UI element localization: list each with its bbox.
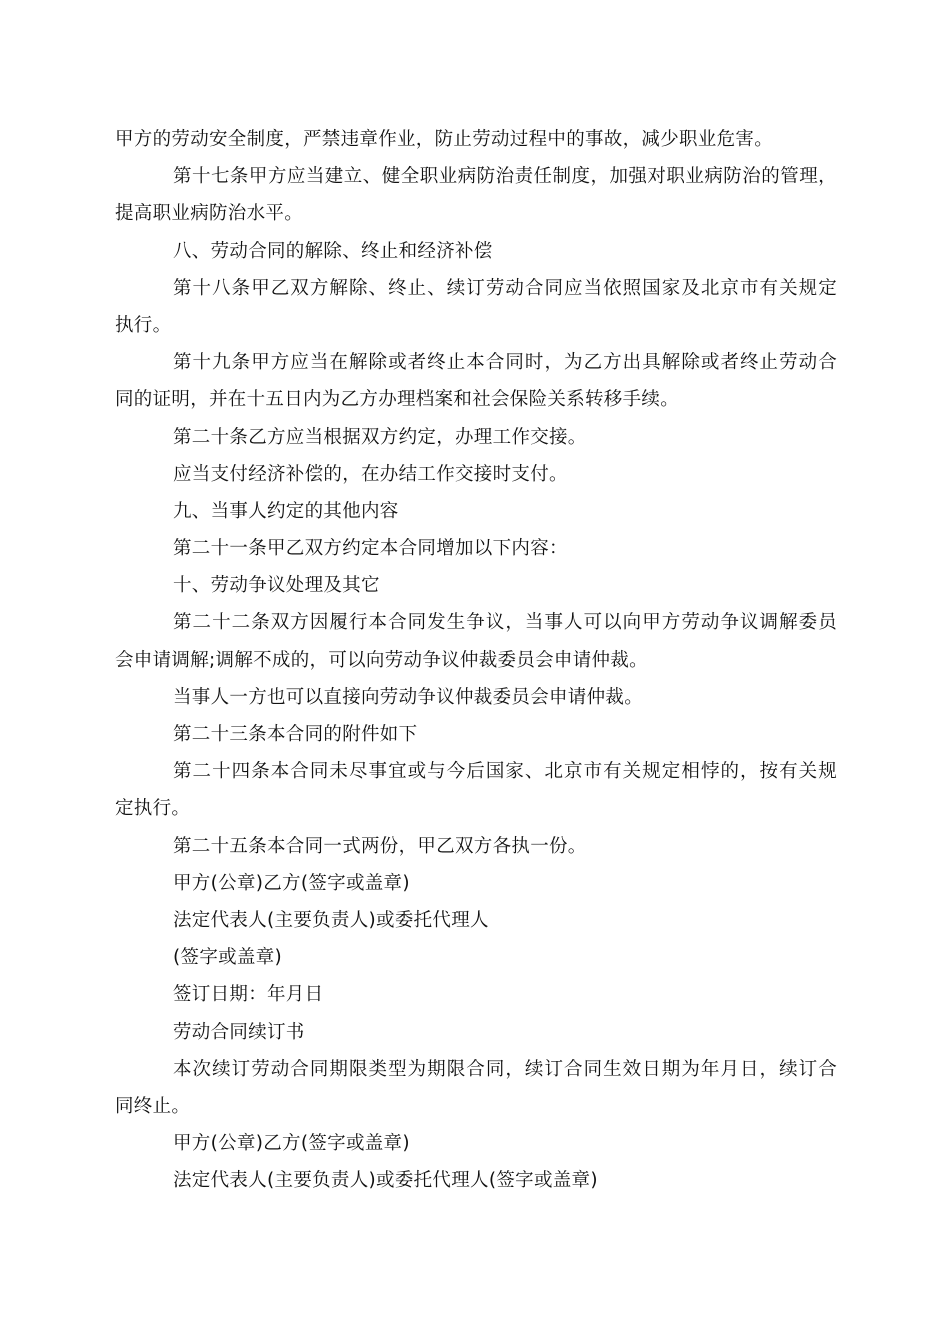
text-line: 第二十条乙方应当根据双方约定，办理工作交接。 <box>173 426 587 448</box>
signature-line: 法定代表人(主要负责人)或委托代理人 <box>173 909 489 931</box>
text-line: 第十九条甲方应当在解除或者终止本合同时，为乙方出具解除或者终止劳动合 <box>173 352 837 374</box>
signature-line: 甲方(公章)乙方(签字或盖章) <box>173 1133 410 1155</box>
section-heading: 劳动合同续订书 <box>173 1021 305 1043</box>
section-heading: 十、劳动争议处理及其它 <box>173 575 380 597</box>
section-heading: 九、当事人约定的其他内容 <box>173 500 399 522</box>
text-line: 第二十四条本合同未尽事宜或与今后国家、北京市有关规定相悖的，按有关规 <box>173 761 837 783</box>
text-line: 会申请调解;调解不成的，可以向劳动争议仲裁委员会申请仲裁。 <box>115 649 648 671</box>
text-line: 第十七条甲方应当建立、健全职业病防治责任制度，加强对职业病防治的管理， <box>173 166 837 188</box>
text-line: 同的证明，并在十五日内为乙方办理档案和社会保险关系转移手续。 <box>115 389 680 411</box>
text-line: 应当支付经济补偿的，在办结工作交接时支付。 <box>173 463 568 485</box>
signature-line: 法定代表人(主要负责人)或委托代理人(签字或盖章) <box>173 1170 598 1192</box>
text-line: 第二十三条本合同的附件如下 <box>173 724 418 745</box>
text-line: 执行。 <box>115 314 172 336</box>
text-line: 第二十二条双方因履行本合同发生争议，当事人可以向甲方劳动争议调解委员 <box>173 612 837 634</box>
text-line: 第二十一条甲乙双方约定本合同增加以下内容： <box>173 538 568 560</box>
signature-line: (签字或盖章) <box>173 947 283 969</box>
text-line: 同终止。 <box>115 1095 191 1117</box>
signing-date: 签订日期：年月日 <box>173 984 324 1006</box>
text-line: 提高职业病防治水平。 <box>115 203 304 225</box>
text-line: 定执行。 <box>115 798 191 820</box>
signature-line: 甲方(公章)乙方(签字或盖章) <box>173 872 410 894</box>
text-line: 当事人一方也可以直接向劳动争议仲裁委员会申请仲裁。 <box>173 686 644 708</box>
document-body <box>115 121 837 1199</box>
section-heading: 八、劳动合同的解除、终止和经济补偿 <box>173 240 493 262</box>
text-line: 本次续订劳动合同期限类型为期限合同，续订合同生效日期为年月日，续订合 <box>173 1058 837 1080</box>
text-line: 第十八条甲乙双方解除、终止、续订劳动合同应当依照国家及北京市有关规定 <box>173 277 837 299</box>
text-line: 甲方的劳动安全制度，严禁违章作业，防止劳动过程中的事故，减少职业危害。 <box>115 129 774 150</box>
text-line: 第二十五条本合同一式两份，甲乙双方各执一份。 <box>173 835 587 857</box>
